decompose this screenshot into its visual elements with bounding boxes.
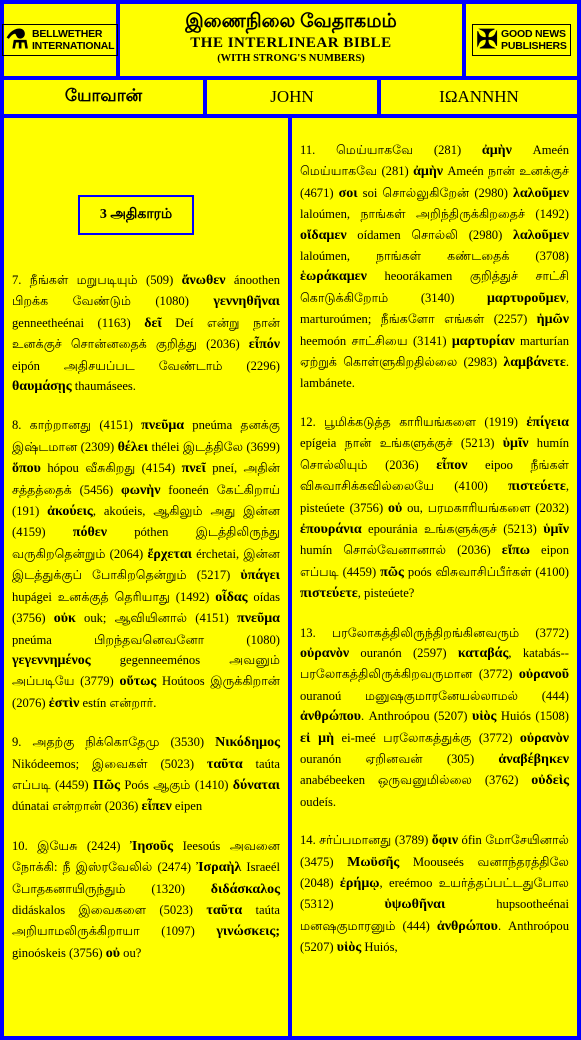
right-column — [292, 118, 577, 1036]
bellwether-line2: INTERNATIONAL — [31, 40, 115, 52]
book-name-greek: ΙΩΑΝΝΗΝ — [381, 80, 577, 114]
good-news-icon: ✠ — [476, 25, 499, 54]
verse: 13. பரலோகத்திலிருந்திறங்கினவரும் (3772) οὐρανὸν ouranón (2597) καταβάς, katabás-- பரலோகத்திலிருக்கிறவருமான (3772) οὐρανοῦ ouranoú மனுஷகுமாரனேயல்லாமல் (444) ἀνθρώπου. Anthroópou (5207) υἱὸς Huiós (1508) εἰ μὴ ei-meé பரலோகத்துக்கு (3772) οὐρανὸν ouranón ஏறினவன் (305) ἀναβέβηκεν anabébeeken ஒருவனுமில்லை (3762) οὐδεὶς oudeís. — [300, 625, 569, 809]
verse: 12. பூமிக்கடுத்த காரியங்களை (1919) ἐπίγεια epígeia நான் உங்களுக்குச் (5213) ὑμῖν humín சொல்லியும் (2036) εἶπον eipoo நீங்கள் விசுவாசிக்கவில்லையே (4100) πιστεύετε, pisteúete (3756) οὐ ou, பரமகாரியங்களை (2032) ἐπουράνια epouránia உங்களுக்குச் (5213) ὑμῖν humín சொல்வேனானால் (2036) εἴπω eipon எப்படி (4459) πῶς poós விசுவாசிப்பீர்கள் (4100) πιστεύετε, pisteúete? — [300, 414, 570, 602]
verse: 10. இயேசு (2424) Ἰησοῦς Ieesoús அவனை நோக்கி: நீ இஸ்ரவேலில் (2474) Ἰσραὴλ Israeél போதகனாயிருந்தும் (1320) διδάσκαλος didáskalos இவைகளை (5023) ταῦτα taúta அறியாமலிருக்கிறாயா (1097) γινώσκεις; ginoóskeis (3756) οὐ ou? — [12, 838, 281, 961]
good-news-line2: PUBLISHERS — [501, 40, 567, 52]
verse: 11. மெய்யாகவே (281) ἀμὴν Ameén மெய்யாகவே (281) ἀμὴν Ameén நான் உனக்குச் (4671) σοι soi சொல்லுகிறேன் (2980) λαλοῦμεν laloúmen, நாங்கள் அறிந்திருக்கிறதைச் (1492) οἴδαμεν oídamen சொல்லி (2980) λαλοῦμεν laloúmen, நாங்கள் கண்டதைக் (3708) ἑωράκαμεν heoorákamen குறித்துச் சாட்சி கொடுக்கிறோம் (3140) μαρτυροῦμεν, marturoúmen; நீங்களோ எங்கள் (2257) ἡμῶν heemoón சாட்சியை (3141) μαρτυρίαν marturían ஏற்றுக் கொள்ளுகிறதில்லை (2983) λαμβάνετε. lambánete. — [300, 143, 569, 391]
bellwether-icon: ⚗ — [5, 25, 29, 54]
left-column — [4, 118, 288, 1036]
book-name-english: JOHN — [207, 80, 377, 114]
verse: 14. சர்ப்பமானது (3789) ὄφιν ófin மோசேயினால் (3475) Μωϋσῆς Moouseés வனாந்தரத்திலே (2048) ἐρήμῳ, ereémoo உயர்த்தப்பட்டதுபோல (5312) ὑψωθῆναι hupsootheénai மனஷகுமாரனும் (444) ἀνθρώπου. Anthroópou (5207) υἱὸς Huiós, — [300, 833, 570, 956]
book-name-tamil: யோவான் — [4, 80, 203, 114]
title-english: THE INTERLINEAR BIBLE — [190, 35, 392, 51]
title-tamil: இணைநிலை வேதாகமம் — [185, 11, 397, 32]
verse: 8. காற்றானது (4151) πνεῦμα pneúma தனக்கு இஷ்டமான (2309) θέλει thélei இடத்திலே (3699) ὅπου hópou வீசுகிறது (4154) πνεῖ pneí, அதின் சத்தத்தைக் (5456) φωνὴν fooneén கேட்கிறாய் (191) ἀκούεις, akoúeis, ஆகிலும் அது இன்ன (4159) πόθεν póthen இடத்திலிருந்து வருகிறதென்றும் (2064) ἔρχεται érchetai, இன்ன இடத்துக்குப் போகிறதென்றும் (5217) ὑπάγει hupágei உனக்குத் தெரியாது (1492) οἶδας oídas (3756) οὐκ ouk; ஆவியினால் (4151) πνεῦμα pneúma பிறந்தவனெவனோ (1080) γεγεννημένος gegenneeménos அவனும் அப்படியே (3779) οὕτως Hoútoos இருக்கிறான் (2076) ἐστὶν estín என்றார். — [12, 418, 281, 711]
verse: 9. அதற்கு நிக்கொதேமு (3530) Νικόδημος Nikódeemos; இவைகள் (5023) ταῦτα taúta எப்படி (4459) Πῶς Poós ஆகும் (1410) δύναται dúnatai என்றான் (2036) εἶπεν eipen — [12, 735, 280, 815]
bellwether-line1: BELLWETHER — [31, 28, 103, 40]
page-title-block — [120, 4, 462, 76]
chapter-label: 3 அதிகாரம் — [78, 195, 194, 235]
title-note: (WITH STRONG'S NUMBERS) — [217, 53, 365, 64]
bellwether-logo — [4, 4, 116, 76]
verse: 7. நீங்கள் மறுபடியும் (509) ἄνωθεν ánoothen பிறக்க வேண்டும் (1080) γεννηθῆναι genneetheénai (1163) δεῖ Deí என்று நான் உனக்குச் சொன்னதைக் குறித்து (2036) εἶπόν eipón அதிசயப்பட வேண்டாம் (2296) θαυμάσῃς thaumásees. — [12, 273, 281, 395]
good-news-line1: GOOD NEWS — [501, 28, 566, 40]
good-news-logo — [466, 4, 577, 76]
